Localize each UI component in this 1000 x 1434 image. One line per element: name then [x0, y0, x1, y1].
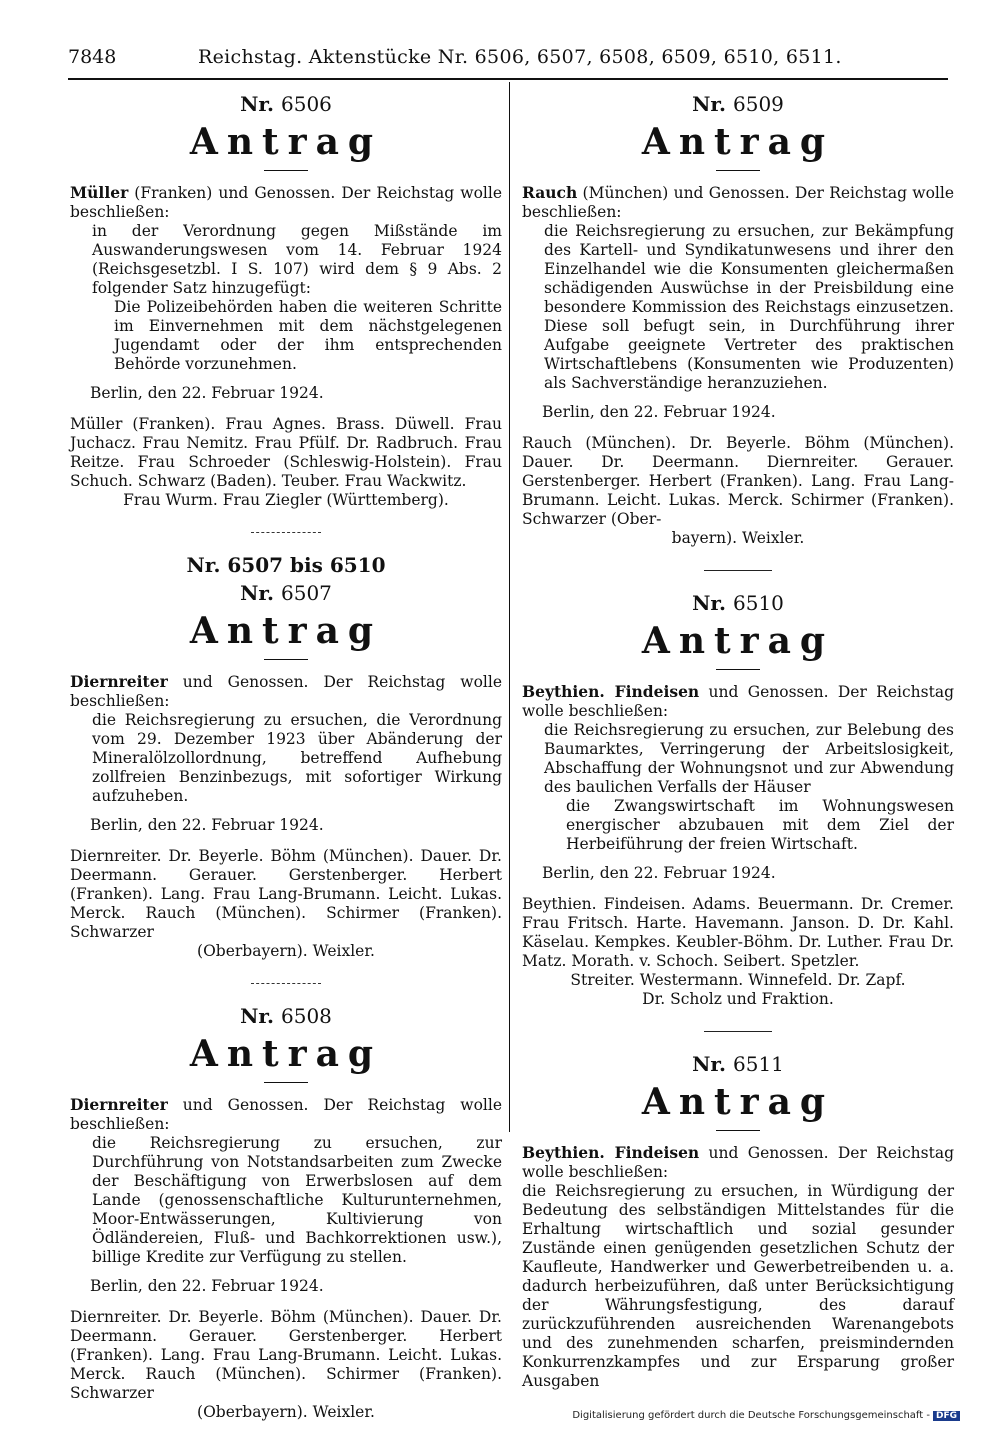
motion-number: Nr. 6506 — [240, 92, 332, 116]
motion-date: Berlin, den 22. Februar 1924. — [542, 403, 776, 421]
motion-6511 — [522, 1050, 954, 1391]
mover-name: Rauch — [522, 183, 578, 202]
motion-body: die Reichsregierung zu ersuchen, zur Belebung des Baumarktes, Verringerung der Arbeitslosigkeit, Abschaffung der Wohnungsnot und zur Abwendung des baulichen Verfalls der Häuser — [544, 721, 954, 796]
signatories: Diernreiter. Dr. Beyerle. Böhm (München). Dauer. Dr. Deermann. Gerauer. Gerstenberger. Herbert (Franken). Lang. Frau Lang-Brumann. Leicht. Lukas. Merck. Rauch (München). Schirmer (Franken). Schwarzer — [70, 1308, 502, 1402]
signatories-line-2: Streiter. Westermann. Winnefeld. Dr. Zapf. — [570, 971, 906, 989]
title-rule — [716, 669, 760, 670]
motion-6506 — [70, 90, 502, 510]
title-rule — [264, 659, 308, 660]
section-divider — [251, 983, 321, 984]
motion-date: Berlin, den 22. Februar 1924. — [542, 864, 776, 882]
signatories-last-line: (Oberbayern). Weixler. — [197, 942, 375, 960]
mover-name: Müller — [70, 183, 129, 202]
motion-inserted-sentence: Die Polizeibehörden haben die weiteren Schritte im Einvernehmen mit dem nächstgelegenen Jugendamt oder der ihm entsprechenden Behörde vorzunehmen. — [114, 298, 502, 373]
motion-body: die Reichsregierung zu ersuchen, zur Durchführung von Notstandsarbeiten zum Zwecke der Beschäftigung von Erwerbslosen auf dem Lande (genossenschaftliche Kulturunternehmen, Moor-Entwässerungen, Kultivierung von Ödländereien, Fluß- und Bachkorrektionen usw.), billige Kredite zur Verfügung zu stellen. — [92, 1134, 502, 1266]
motion-body: die Reichsregierung zu ersuchen, die Verordnung vom 29. Dezember 1923 über Abänderung der Mineralölzollordnung, betreffend Aufhebung zollfreien Benzinbezugs, mit sofortiger Wirkung aufzuheben. — [92, 711, 502, 805]
motion-6508 — [70, 1002, 502, 1422]
motion-title: Antrag — [641, 620, 835, 662]
motion-number: Nr. 6507 — [240, 581, 332, 605]
title-rule — [264, 170, 308, 171]
motion-intro: Rauch (München) und Genossen. Der Reichstag wolle beschließen: — [522, 183, 954, 221]
mover-name: Diernreiter — [70, 672, 168, 691]
motion-6509 — [522, 90, 954, 548]
motion-intro: Beythien. Findeisen und Genossen. Der Reichstag wolle beschließen: — [522, 1143, 954, 1181]
mover-name: Diernreiter — [70, 1095, 168, 1114]
motion-title: Antrag — [641, 121, 835, 163]
motion-title: Antrag — [189, 610, 383, 652]
motion-body: in der Verordnung gegen Mißstände im Auswanderungswesen vom 14. Februar 1924 (Reichsgesetzbl. I S. 107) wird dem § 9 Abs. 2 folgender Satz hinzugefügt: — [92, 222, 502, 297]
page-header — [68, 46, 948, 76]
motion-body: die Reichsregierung zu ersuchen, zur Bekämpfung des Kartell- und Syndikatunwesens und ihrer den Einzelhandel wie die Konsumenten gleichermaßen schädigenden Auswüchse in der Preisbildung eine besondere Kommission des Reichstags einzusetzen. Diese soll befugt sein, in Durchführung ihrer Aufgabe geeignete Vertreter des praktischen Wirtschaftlebens (Konsumenten wie Produzenten) als Sachverständige heranzuziehen. — [544, 222, 954, 392]
motion-demand: die Zwangswirtschaft im Wohnungswesen energischer abzubauen mit dem Ziel der Herbeiführung der freien Wirtschaft. — [566, 797, 954, 853]
motion-6510 — [522, 589, 954, 1009]
mover-name: Beythien. Findeisen — [522, 1143, 700, 1162]
motion-intro: Diernreiter und Genossen. Der Reichstag wolle beschließen: — [70, 672, 502, 710]
motion-number: Nr. 6511 — [692, 1052, 784, 1076]
credit-text: Digitalisierung gefördert durch die Deutsche Forschungsgemeinschaft - — [572, 1410, 930, 1421]
signatories-last-line: Dr. Scholz und Fraktion. — [642, 990, 834, 1008]
motion-date: Berlin, den 22. Februar 1924. — [90, 1277, 324, 1295]
motion-date: Berlin, den 22. Februar 1924. — [90, 816, 324, 834]
digitization-credit — [572, 1410, 960, 1421]
signatories: Müller (Franken). Frau Agnes. Brass. Düwell. Frau Juchacz. Frau Nemitz. Frau Pfülf. Dr. Radbruch. Frau Reitze. Frau Schroeder (Schleswig-Holstein). Frau Schuch. Schwarz (Baden). Teuber. Frau Wackwitz. — [70, 415, 502, 490]
mover-name: Beythien. Findeisen — [522, 682, 700, 701]
motion-date: Berlin, den 22. Februar 1924. — [90, 384, 324, 402]
section-divider — [251, 532, 321, 533]
left-column — [70, 90, 502, 1422]
signatories-last-line: (Oberbayern). Weixler. — [197, 1403, 375, 1421]
signatories-last-line: Frau Wurm. Frau Ziegler (Württemberg). — [123, 491, 449, 509]
signatories: Beythien. Findeisen. Adams. Beuermann. Dr. Cremer. Frau Fritsch. Harte. Havemann. Janson. D. Dr. Kahl. Käselau. Kempkes. Keubler-Böhm. Dr. Luther. Frau Dr. Matz. Morath. v. Schoch. Seibert. Spetzler. — [522, 895, 954, 970]
motion-title: Antrag — [189, 121, 383, 163]
signatories: Rauch (München). Dr. Beyerle. Böhm (München). Dauer. Dr. Deermann. Diernreiter. Gerauer. Gerstenberger. Herbert (Franken). Lang. Frau Lang-Brumann. Leicht. Lukas. Merck. Schirmer (Franken). Schwarzer (Ober- — [522, 434, 954, 528]
motion-intro: Diernreiter und Genossen. Der Reichstag wolle beschließen: — [70, 1095, 502, 1133]
running-title: Reichstag. Aktenstücke Nr. 6506, 6507, 6508, 6509, 6510, 6511. — [198, 46, 842, 68]
page-number: 7848 — [68, 46, 117, 68]
title-rule — [716, 170, 760, 171]
motion-number: Nr. 6509 — [692, 92, 784, 116]
motion-title: Antrag — [641, 1081, 835, 1123]
title-rule — [716, 1130, 760, 1131]
section-divider — [704, 1031, 772, 1032]
motion-number: Nr. 6510 — [692, 591, 784, 615]
signatories-last-line: bayern). Weixler. — [671, 529, 805, 547]
motion-body: die Reichsregierung zu ersuchen, in Würdigung der Bedeutung des selbständigen Mittelstandes für die Erhaltung wirtschaftlich und sozial gesunder Zustände einen genügenden gesetzlichen Schutz der Kaufleute, Handwerker und Gewerbetreibenden u. a. dadurch herbeizuführen, daß unter Berücksichtigung der Währungsfestigung, des darauf zurückzuführenden ausreichenden Warenangebots und des zunehmenden scharfen, preismindernden Konkurrenzkampfes und zur Ersparung großer Ausgaben — [522, 1182, 954, 1390]
right-column — [522, 90, 954, 1391]
motion-title: Antrag — [189, 1033, 383, 1075]
title-rule — [264, 1082, 308, 1083]
column-divider — [509, 82, 510, 1132]
signatories: Diernreiter. Dr. Beyerle. Böhm (München). Dauer. Dr. Deermann. Gerauer. Gerstenberger. Herbert (Franken). Lang. Frau Lang-Brumann. Leicht. Lukas. Merck. Rauch (München). Schirmer (Franken). Schwarzer — [70, 847, 502, 941]
section-divider — [704, 570, 772, 571]
motion-intro: Beythien. Findeisen und Genossen. Der Reichstag wolle beschließen: — [522, 682, 954, 720]
motion-intro: Müller (Franken) und Genossen. Der Reichstag wolle beschließen: — [70, 183, 502, 221]
group-heading: Nr. 6507 bis 6510 — [186, 553, 386, 577]
motion-6507 — [70, 579, 502, 961]
header-rule — [68, 78, 948, 80]
motion-number: Nr. 6508 — [240, 1004, 332, 1028]
dfg-logo: DFG — [933, 1411, 960, 1421]
